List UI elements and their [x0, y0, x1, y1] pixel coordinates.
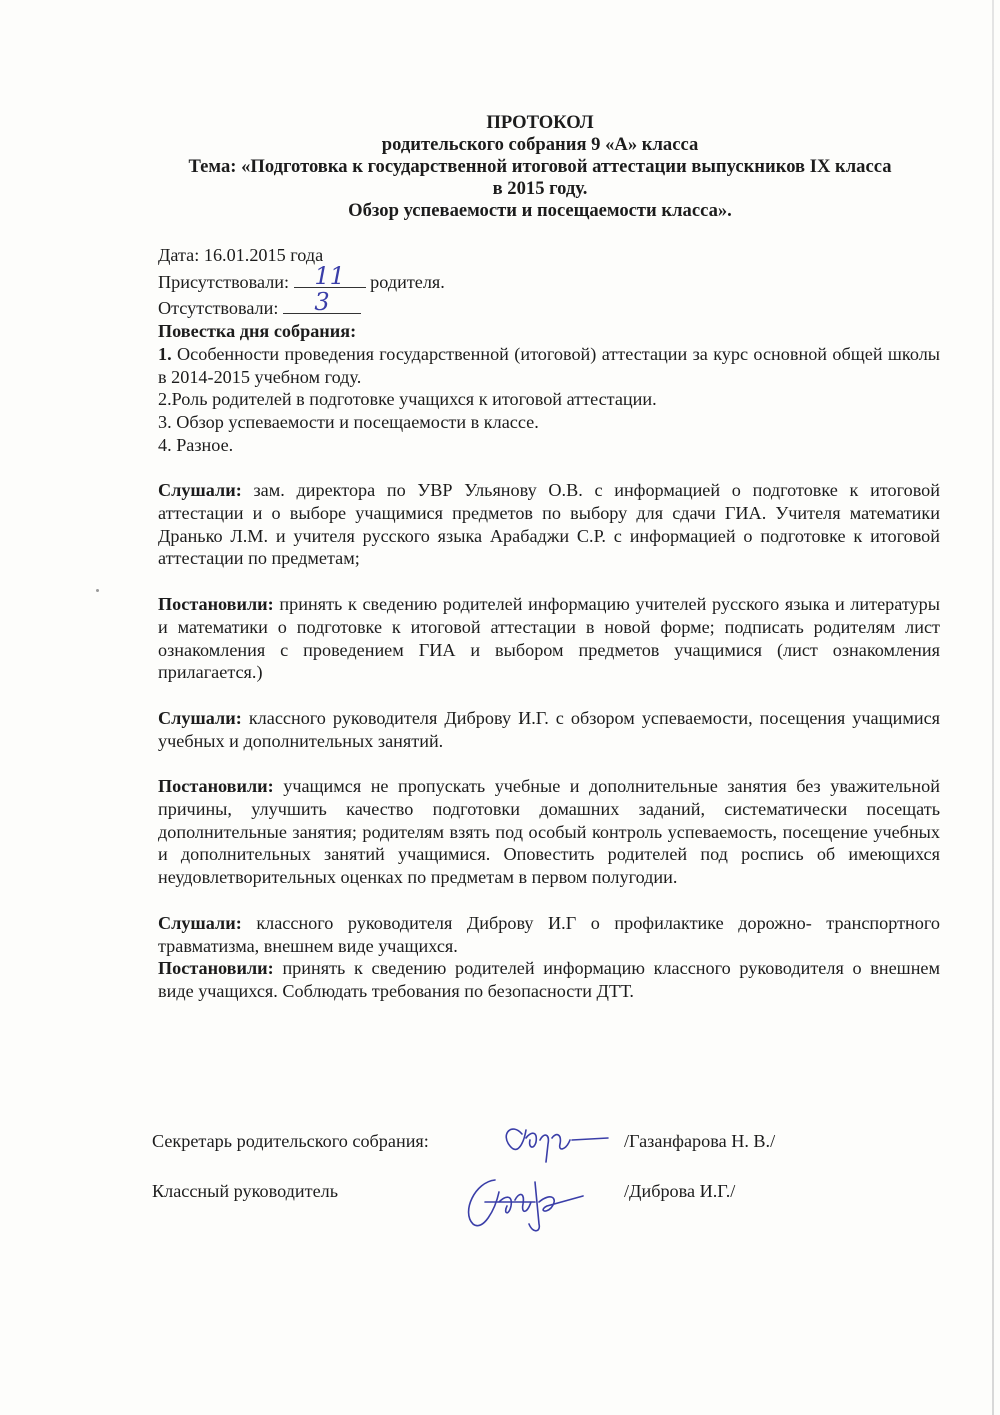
- topic-line-3: Обзор успеваемости и посещаемости класса».: [348, 200, 732, 221]
- heard-text: зам. директора по УВР Ульянову О.В. с информацией о подготовке к итоговой аттестации и о выборе учащимися предметов по выбору для сдачи ГИА. Учителя математики Дранько Л.М. и учителя русского языка Арабаджи С.Р. с информацией о подготовке к итоговой аттестации по предметам;: [158, 480, 940, 569]
- resolved-text: принять к сведению родителей информацию учителей русского языка и литературы и математики о подготовке к итоговой аттестации в новой форме; подписать родителям лист ознакомления с проведением ГИА и выбором предметов учащимися (лист ознакомления прилагается.): [158, 594, 940, 683]
- agenda-item-1: [158, 343, 940, 388]
- resolved-text: учащимся не пропускать учебные и дополнительные занятия без уважительной причины, улучшить качество подготовки домашних заданий, систематически посещать дополнительные занятия; родителям взять под особый контроль успеваемость, посещение учебных и дополнительных занятий учащимися. Оповестить родителей под роспись об имеющихся неудовлетворительных оценках по предметам в первом полугодии.: [158, 776, 940, 888]
- resolved-label: Постановили:: [158, 776, 274, 797]
- scan-speck: [96, 589, 99, 592]
- heard-label: Слушали:: [158, 480, 242, 501]
- agenda-heading: Повестка дня собрания:: [158, 321, 357, 342]
- present-line: [158, 261, 940, 294]
- heard-section-3: [158, 912, 940, 957]
- present-count-handwritten: 11: [314, 261, 345, 290]
- present-count-blank: [294, 261, 366, 290]
- resolved-label: Постановили:: [158, 958, 274, 979]
- resolved-label: Постановили:: [158, 594, 274, 615]
- heard-label: Слушали:: [158, 912, 242, 933]
- heard-text: классного руководителя Диброву И.Г о профилактике дорожно- транспортного травматизма, внешнем виде учащихся.: [158, 912, 940, 956]
- topic-line-2: в 2015 году.: [492, 178, 588, 199]
- document-title: ПРОТОКОЛ: [486, 112, 594, 133]
- heard-text: классного руководителя Диброву И.Г. с обзором успеваемости, посещения учащимися учебных и дополнительных занятий.: [158, 707, 941, 751]
- teacher-handwritten-signature: [455, 1162, 595, 1242]
- present-suffix: родителя.: [370, 271, 445, 292]
- resolved-section-1: [158, 593, 940, 684]
- teacher-name: /Диброва И.Г./: [624, 1181, 736, 1201]
- heard-section-1: [158, 479, 940, 570]
- document-body: [158, 244, 940, 1003]
- secretary-name: /Газанфарова Н. В./: [624, 1131, 776, 1151]
- secretary-label: Секретарь родительского собрания:: [152, 1131, 429, 1151]
- document-subtitle: родительского собрания 9 «А» класса: [381, 134, 699, 155]
- present-label: Присутствовали:: [158, 271, 290, 292]
- absent-label: Отсутствовали:: [158, 298, 279, 319]
- agenda-item-1-text: Особенности проведения государственной (итоговой) аттестации за курс основной общей школы в 2014-2015 учебном году.: [158, 343, 940, 387]
- topic-line-1: Тема: «Подготовка к государственной итоговой аттестации выпускников IX класса: [188, 156, 892, 177]
- scan-edge-line: [992, 0, 994, 1415]
- agenda-item-4: 4. Разное.: [158, 434, 234, 455]
- absent-count-blank: [283, 288, 361, 317]
- meeting-date: Дата: 16.01.2015 года: [158, 245, 324, 265]
- resolved-section-3: [158, 957, 940, 1002]
- absent-line: [158, 288, 940, 320]
- teacher-label: Классный руководитель: [152, 1181, 339, 1201]
- resolved-section-2: [158, 775, 940, 889]
- resolved-text: принять к сведению родителей информацию классного руководителя о внешнем виде учащихся. Соблюдать требования по безопасности ДТТ.: [158, 958, 941, 1001]
- agenda-item-1-number: 1.: [158, 343, 172, 364]
- agenda-item-3: 3. Обзор успеваемости и посещаемости в классе.: [158, 411, 539, 432]
- heard-section-2: [158, 707, 940, 752]
- agenda-item-2: 2.Роль родителей в подготовке учащихся к итоговой аттестации.: [158, 389, 657, 410]
- document-header: [140, 112, 940, 222]
- absent-count-handwritten: 3: [314, 288, 330, 317]
- heard-label: Слушали:: [158, 707, 242, 728]
